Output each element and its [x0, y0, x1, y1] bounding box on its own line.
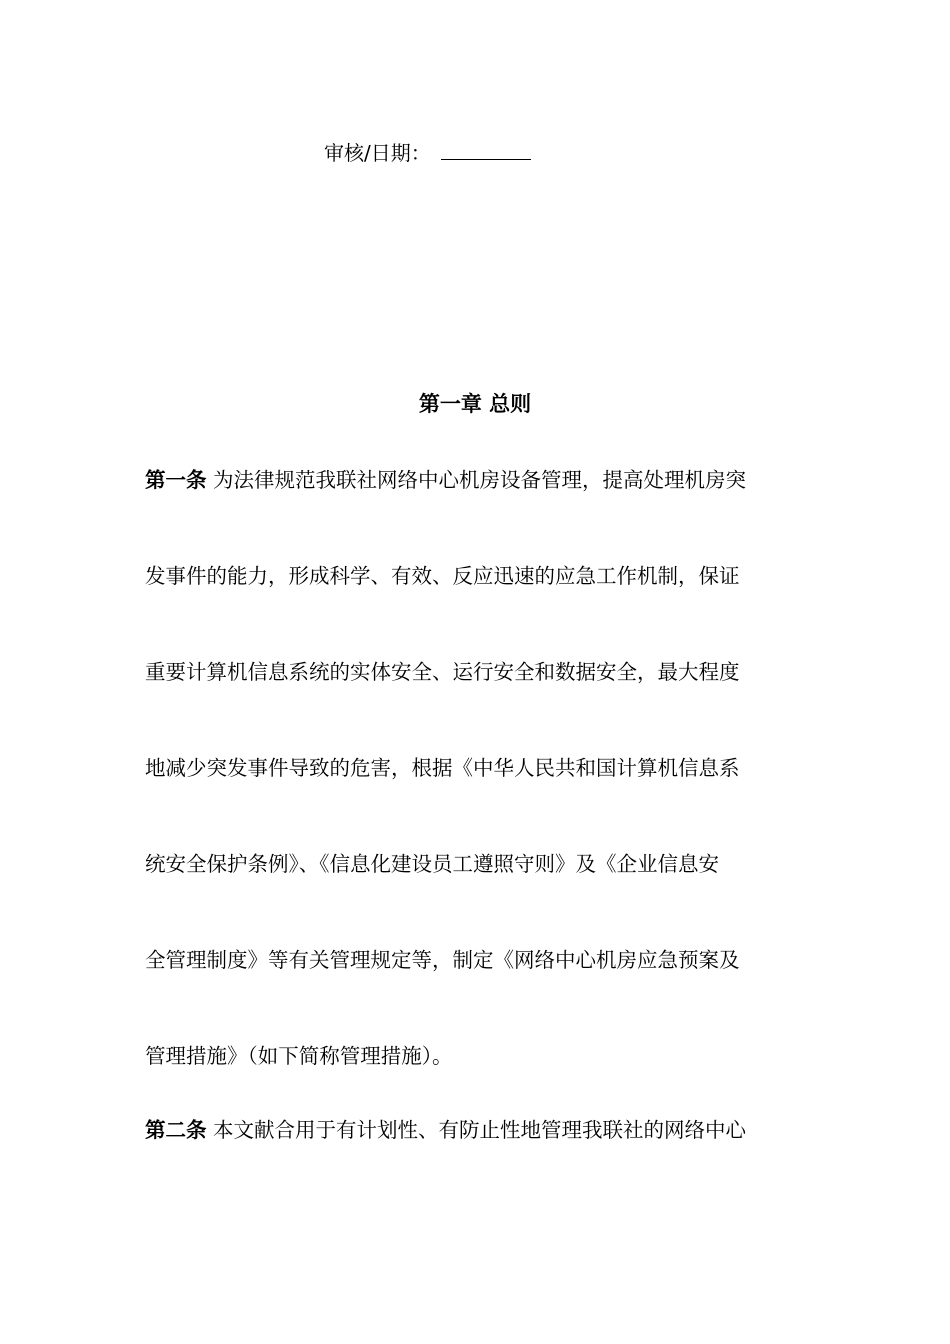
- article-line: [145, 1115, 810, 1211]
- chapter-title: 第一章 总则: [418, 392, 532, 416]
- article-line: [145, 465, 810, 561]
- review-date-blank: [441, 137, 531, 160]
- article-text: 为法律规范我联社网络中心机房设备管理，提高处理机房突: [213, 468, 747, 492]
- article-line: 重要计算机信息系统的实体安全、运行安全和数据安全，最大程度: [145, 660, 740, 684]
- review-date-label: 审核/日期：: [324, 141, 431, 165]
- article-1: [145, 465, 810, 1137]
- article-line: 地减少突发事件导致的危害，根据《中华人民共和国计算机信息系: [145, 756, 740, 780]
- review-date-line: [324, 137, 531, 167]
- article-line: 全管理制度》等有关管理规定等，制定《网络中心机房应急预案及: [145, 948, 740, 972]
- article-label: 第一条: [145, 468, 207, 492]
- article-line: 管理措施》（如下简称管理措施）。: [145, 1044, 453, 1068]
- article-line: 统安全保护条例》、《信息化建设员工遵照守则》及《企业信息安: [145, 852, 719, 876]
- article-line: 发事件的能力，形成科学、有效、反应迅速的应急工作机制，保证: [145, 564, 740, 588]
- article-text: 本文献合用于有计划性、有防止性地管理我联社的网络中心: [213, 1118, 747, 1142]
- article-2: [145, 1115, 810, 1211]
- article-label: 第二条: [145, 1118, 207, 1142]
